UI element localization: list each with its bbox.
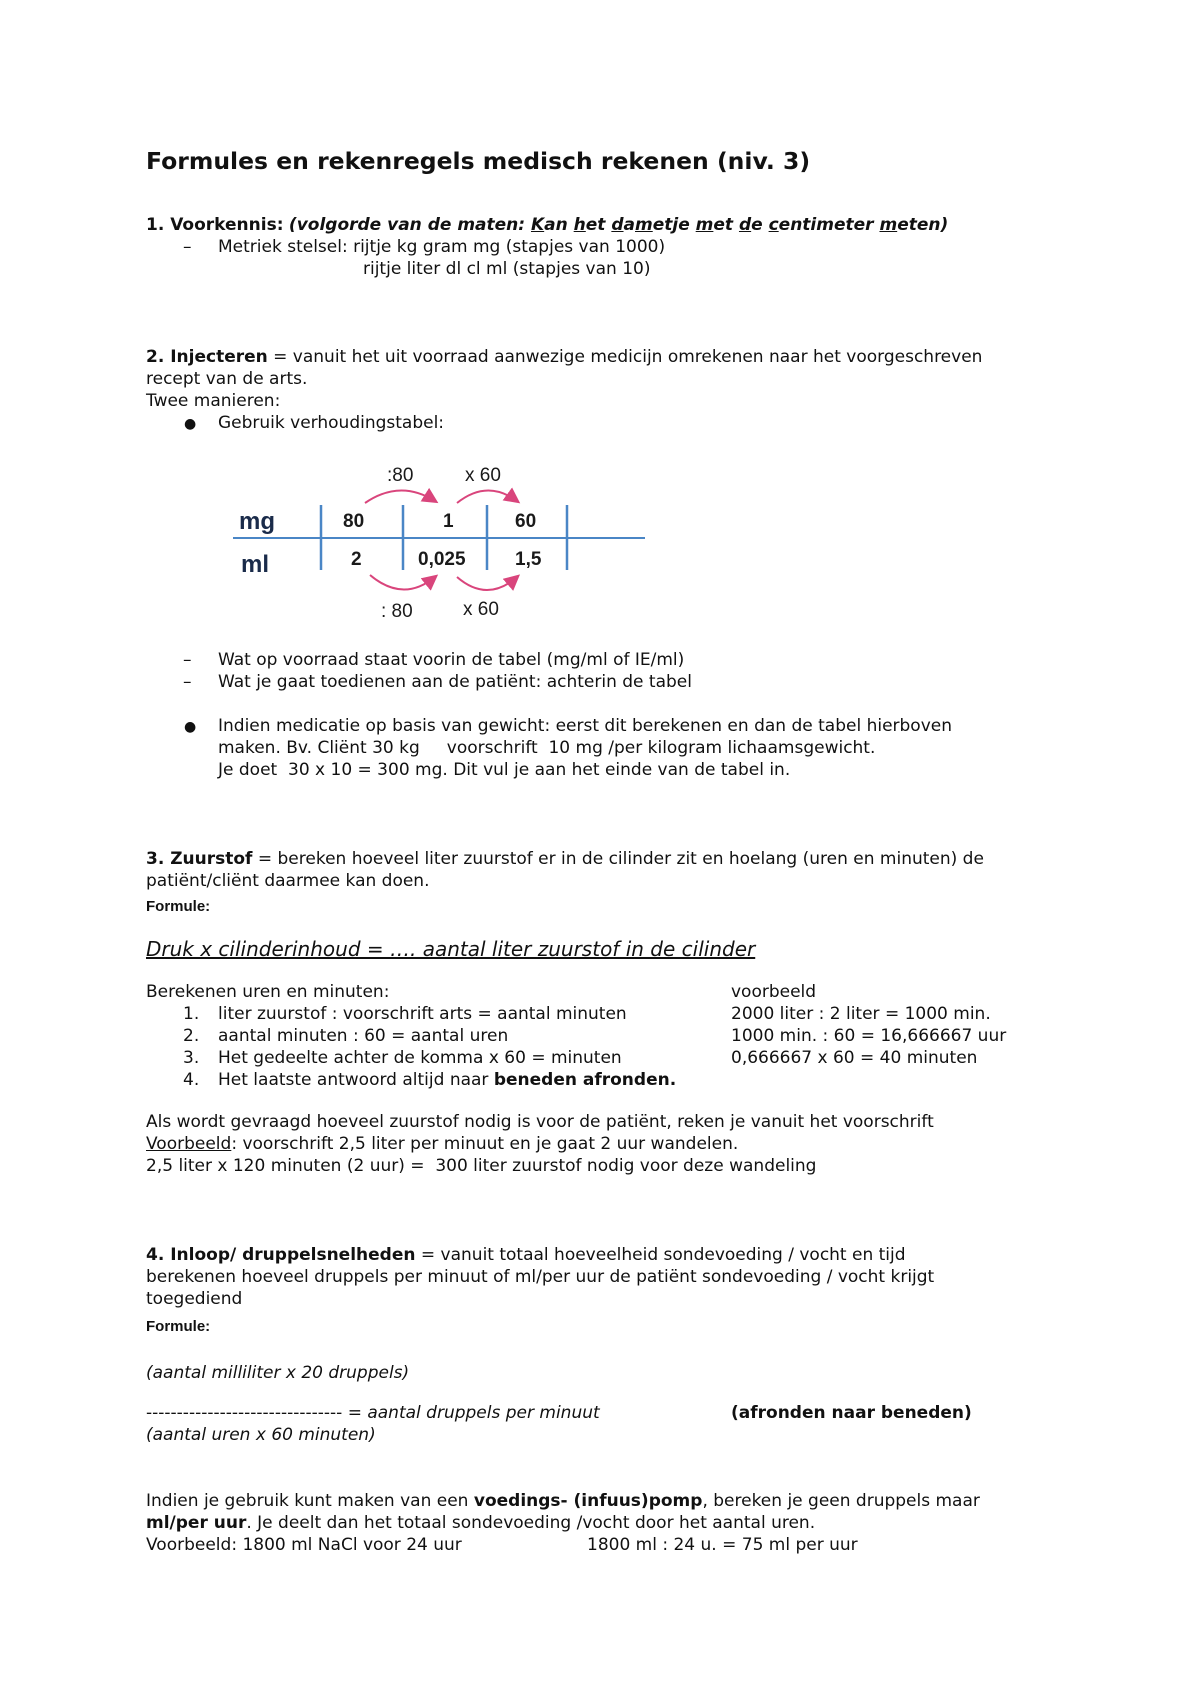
- section-3-text-2: patiënt/cliënt daarmee kan doen.: [146, 871, 430, 891]
- section-2-line-1: [146, 346, 982, 368]
- dash-marker: –: [183, 672, 192, 692]
- top-op-1: :80: [387, 465, 414, 486]
- section-2-bullet-2-line-3: Je doet 30 x 10 = 300 mg. Dit vul je aan het einde van de tabel in.: [218, 760, 791, 780]
- section-2-bullet-2-line-1: Indien medicatie op basis van gewicht: eerst dit berekenen en dan de tabel hierboven: [218, 716, 953, 736]
- section-2-bullet-2-line-2: maken. Bv. Cliënt 30 kg voorschrift 10 mg /per kilogram lichaamsgewicht.: [218, 738, 876, 758]
- section-1-mnemonic: [289, 215, 948, 235]
- section-3-calc-title: Berekenen uren en minuten:: [146, 982, 390, 1002]
- section-2-text-2: recept van de arts.: [146, 369, 308, 389]
- mnemonic-initial: d: [738, 215, 752, 235]
- section-3-paragraph-3: 2,5 liter x 120 minuten (2 uur) = 300 liter zuurstof nodig voor deze wandeling: [146, 1156, 817, 1176]
- mnemonic-initial: m: [879, 215, 898, 235]
- section-4-heading: 4. Inloop/ druppelsnelheden: [146, 1245, 416, 1265]
- section-4-example-b: 1800 ml : 24 u. = 75 ml per uur: [587, 1535, 858, 1555]
- step-example: 0,666667 x 60 = 40 minuten: [731, 1048, 978, 1068]
- pump-text-a: Indien je gebruik kunt maken van een: [146, 1491, 474, 1511]
- section-4-text-2: berekenen hoeveel druppels per minuut of ml/per uur de patiënt sondevoeding / vocht krijgt: [146, 1267, 935, 1287]
- section-3-formule-label: Formule:: [146, 898, 211, 915]
- section-1-heading-line: [146, 214, 948, 236]
- mnemonic-text: et: [713, 215, 739, 235]
- example-label: Voorbeeld: [146, 1134, 232, 1154]
- section-1-line-1: Metriek stelsel: rijtje kg gram mg (stapjes van 1000): [218, 237, 666, 257]
- mnemonic-initial: d: [611, 215, 624, 235]
- step-number: 1.: [183, 1004, 200, 1024]
- section-3-text-1: = bereken hoeveel liter zuurstof er in de cilinder zit en hoelang (uren en minuten) de: [252, 849, 984, 869]
- section-4-pump-line-2: [146, 1512, 815, 1534]
- bullet-marker: ●: [184, 416, 197, 432]
- arrow-bottom-2: [457, 577, 517, 590]
- section-3-example-title: voorbeeld: [731, 982, 817, 1002]
- step-text: aantal minuten : 60 = aantal uren: [218, 1026, 509, 1046]
- section-2-heading: 2. Injecteren: [146, 347, 268, 367]
- pump-text-d: . Je deelt dan het totaal sondevoeding /vocht door het aantal uren.: [246, 1513, 816, 1533]
- bottom-op-2: x 60: [463, 599, 499, 620]
- cell-mg-3: 60: [515, 511, 537, 532]
- section-3-paragraph-2: [146, 1133, 738, 1155]
- step-bold-text: beneden afronden.: [493, 1070, 677, 1090]
- step-text: Het gedeelte achter de komma x 60 = minuten: [218, 1048, 622, 1068]
- ratio-table-diagram: [225, 455, 665, 630]
- formula-numerator: (aantal milliliter x 20 druppels): [146, 1363, 410, 1383]
- arrow-bottom-1: [370, 575, 435, 590]
- section-2-dash-1: Wat op voorraad staat voorin de tabel (mg/ml of IE/ml): [218, 650, 685, 670]
- mnemonic-text: et: [585, 215, 612, 235]
- mnemonic-text: entimeter: [778, 215, 880, 235]
- section-1-heading: 1. Voorkennis:: [146, 215, 284, 235]
- cell-mg-1: 80: [343, 511, 365, 532]
- mnemonic-initial: m: [635, 215, 653, 235]
- cell-ml-2: 0,025: [418, 549, 466, 570]
- section-4-example-a: Voorbeeld: 1800 ml NaCl voor 24 uur: [146, 1535, 462, 1555]
- pump-text-c: , bereken je geen druppels maar: [702, 1491, 980, 1511]
- mnemonic-text: a: [623, 215, 636, 235]
- section-2-text-3: Twee manieren:: [146, 391, 281, 411]
- mnemonic-initial: h: [573, 215, 586, 235]
- mnemonic-initial: m: [695, 215, 714, 235]
- step-example: 2000 liter : 2 liter = 1000 min.: [731, 1004, 991, 1024]
- section-4-line-1: [146, 1244, 906, 1266]
- top-op-2: x 60: [465, 465, 501, 486]
- step-text: Het laatste antwoord altijd naar: [218, 1070, 494, 1090]
- arrow-top-2: [457, 490, 517, 503]
- mnemonic-text: an: [544, 215, 574, 235]
- cell-ml-3: 1,5: [515, 549, 542, 570]
- cell-ml-1: 2: [351, 549, 362, 570]
- pump-text-bold: voedings- (infuus)pomp: [473, 1491, 703, 1511]
- section-3-heading: 3. Zuurstof: [146, 849, 253, 869]
- cell-mg-2: 1: [443, 511, 454, 532]
- pump-unit-bold: ml/per uur: [146, 1513, 247, 1533]
- step-text: liter zuurstof : voorschrift arts = aantal minuten: [218, 1004, 627, 1024]
- mnemonic-text: (volgorde van de maten:: [288, 215, 531, 235]
- arrow-top-1: [365, 490, 435, 503]
- mnemonic-initial: K: [530, 215, 545, 235]
- formula-result: = aantal druppels per minuut: [347, 1403, 600, 1423]
- dash-marker: –: [183, 650, 192, 670]
- section-3-paragraph-1: Als wordt gevraagd hoeveel zuurstof nodig is voor de patiënt, reken je vanuit het voorschrift: [146, 1112, 934, 1132]
- page-title: Formules en rekenregels medisch rekenen (niv. 3): [146, 147, 811, 175]
- section-2-bullet-1: Gebruik verhoudingstabel:: [218, 413, 445, 433]
- section-3-formula: Druk x cilinderinhoud = …. aantal liter zuurstof in de cilinder: [146, 937, 756, 961]
- step-text-with-bold: [218, 1069, 676, 1091]
- dash-marker: –: [183, 237, 192, 257]
- mnemonic-text: etje: [652, 215, 696, 235]
- formula-rounding-note: (afronden naar beneden): [731, 1403, 972, 1423]
- formula-divider: --------------------------------: [146, 1403, 343, 1423]
- row-label-ml: ml: [241, 551, 270, 578]
- section-4-text-3: toegediend: [146, 1289, 243, 1309]
- bullet-marker: ●: [184, 719, 197, 735]
- mnemonic-text: eten): [897, 215, 949, 235]
- section-2-text-1: = vanuit het uit voorraad aanwezige medicijn omrekenen naar het voorgeschreven: [267, 347, 983, 367]
- mnemonic-initial: c: [768, 215, 779, 235]
- section-3-line-1: [146, 848, 984, 870]
- example-text: : voorschrift 2,5 liter per minuut en je gaat 2 uur wandelen.: [231, 1134, 739, 1154]
- row-label-mg: mg: [239, 508, 275, 535]
- mnemonic-text: e: [751, 215, 769, 235]
- step-number: 3.: [183, 1048, 200, 1068]
- step-number: 4.: [183, 1070, 200, 1090]
- section-4-text-1: = vanuit totaal hoeveelheid sondevoeding / vocht en tijd: [415, 1245, 906, 1265]
- bottom-op-1: : 80: [381, 601, 413, 622]
- section-4-pump-line-1: [146, 1490, 980, 1512]
- section-2-dash-2: Wat je gaat toedienen aan de patiënt: achterin de tabel: [218, 672, 692, 692]
- section-4-formule-label: Formule:: [146, 1318, 211, 1335]
- formula-denominator: (aantal uren x 60 minuten): [146, 1425, 376, 1445]
- step-example: 1000 min. : 60 = 16,666667 uur: [731, 1026, 1007, 1046]
- step-number: 2.: [183, 1026, 200, 1046]
- formula-fraction-line: [146, 1402, 600, 1424]
- section-1-line-2: rijtje liter dl cl ml (stapjes van 10): [363, 259, 651, 279]
